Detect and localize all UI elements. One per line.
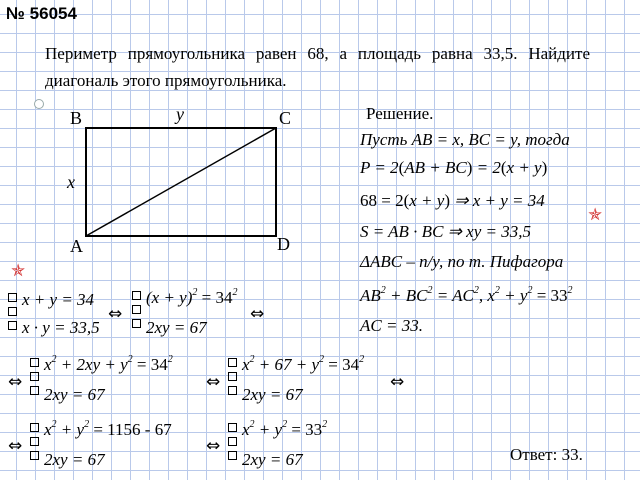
brace-icon <box>30 420 42 465</box>
solution-line-5: ΔABC – п/у, по т. Пифагора <box>360 252 564 271</box>
solution-line-1: Пусть AB = x, BC = y, тогда <box>360 130 570 149</box>
solution-line-2: P = 2(AB + BC) = 2(x + y) <box>360 158 548 177</box>
solution-line-6: $AB^2 + BC^2 = AC^2$, $x^2 + y^2 = 33^2$ <box>360 285 573 305</box>
brace-icon <box>228 355 240 400</box>
problem-text: Периметр прямоугольника равен 68, а площадь равна 33,5. Найдите диагональ этого прямоугольника. <box>45 44 590 90</box>
side-x-label: x <box>67 172 75 192</box>
problem-number: № 56054 <box>6 4 77 23</box>
system-4: $x^2 + 67 + y^2 = 34^2$ 2xy = 67 <box>228 355 398 407</box>
diagonal-ac <box>86 128 276 236</box>
vertex-a-label: A <box>70 236 83 256</box>
equivalence-arrow-icon: ⇔ <box>206 372 221 392</box>
solution-line-3: 68 = 2(x + y) ⇒ x + y = 34 <box>360 191 545 210</box>
brace-icon <box>228 420 240 465</box>
vertex-c-label: C <box>279 108 292 128</box>
equivalence-arrow-icon: ⇔ <box>8 372 23 392</box>
vertex-b-label: B <box>70 108 83 128</box>
solution-title: Решение. <box>366 104 434 123</box>
equivalence-arrow-icon: ⇔ <box>8 436 23 456</box>
brace-icon <box>8 290 20 335</box>
answer-text: Ответ: 33. <box>510 445 583 464</box>
star-icon: ✯ <box>588 205 603 225</box>
system-2: $(x + y)^2 = 34^2$ 2xy = 67 <box>132 288 252 342</box>
brace-icon <box>132 288 144 333</box>
equivalence-arrow-icon: ⇔ <box>108 304 123 324</box>
system-1: x + y = 34 x · y = 33,5 <box>8 290 118 342</box>
equivalence-arrow-icon: ⇔ <box>206 436 221 456</box>
equivalence-arrow-icon: ⇔ <box>250 304 265 324</box>
equivalence-arrow-icon: ⇔ <box>390 372 405 392</box>
system-5: $x^2 + y^2 = 1156 - 67$ 2xy = 67 <box>30 420 210 472</box>
solution-line-4: S = AB · BC ⇒ xy = 33,5 <box>360 222 531 241</box>
solution-line-7: AC = 33. <box>360 316 423 335</box>
vertex-d-label: D <box>277 234 290 254</box>
star-icon: ✯ <box>11 261 26 281</box>
side-y-label: y <box>176 104 184 124</box>
brace-icon <box>30 355 42 400</box>
system-6: $x^2 + y^2 = 33^2$ 2xy = 67 <box>228 420 358 472</box>
system-3: $x^2 + 2xy + y^2 = 34^2$ 2xy = 67 <box>30 355 210 407</box>
